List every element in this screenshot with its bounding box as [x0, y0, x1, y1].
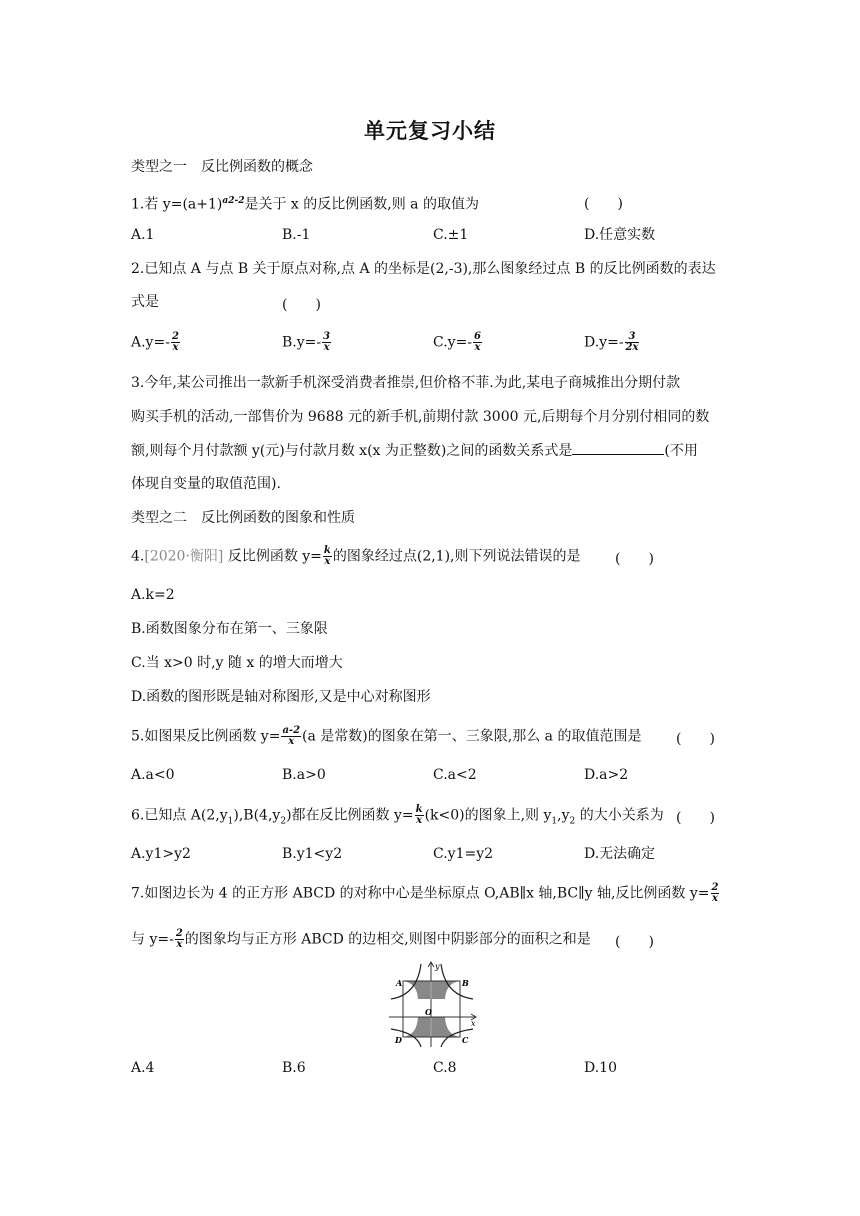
shaded-region-bl — [403, 1017, 430, 1037]
question-4-stem: 4.[2020·衡阳] 反比例函数 y= $\frac{k}{x}$ 的图象经过点(2,1),则下列说法错误的是 — [131, 545, 581, 567]
label-d: D — [395, 1035, 402, 1045]
label-a: A — [396, 978, 403, 988]
shaded-region-tr — [432, 981, 460, 999]
q6-option-d: D.无法确定 — [584, 846, 656, 862]
answer-paren: ( ) — [676, 731, 715, 747]
label-origin: O — [425, 1007, 432, 1017]
question-2-line2: 式是 — [131, 294, 159, 310]
question-1-stem: 1.若 $y=(a+1)^{a2-2}$是关于 x 的反比例函数,则 a 的取值为 — [131, 196, 479, 213]
question-3-line3: 额,则每个月付款额 y(元)与付款月数 x(x 为正整数)之间的函数关系式是 (不用 — [131, 440, 698, 461]
q5-option-a: A.a<0 — [131, 767, 175, 783]
q4-option-a: A.k=2 — [131, 587, 175, 603]
section-heading-2: 类型之二 反比例函数的图象和性质 — [131, 510, 355, 526]
answer-paren: ( ) — [615, 551, 654, 567]
source-tag: [2020·衡阳] — [144, 548, 224, 565]
page-title: 单元复习小结 — [364, 119, 496, 143]
q7-option-b: B.6 — [282, 1060, 306, 1076]
shaded-region-br — [432, 1017, 460, 1037]
answer-paren: ( ) — [676, 810, 715, 826]
q7-option-a: A.4 — [131, 1060, 155, 1076]
q4-option-c: C.当 x>0 时,y 随 x 的增大而增大 — [131, 655, 343, 671]
answer-blank[interactable] — [572, 440, 664, 455]
q2-option-a: A.y=- $\frac{2}{x}$ — [131, 331, 179, 353]
q6-option-a: A.y1>y2 — [131, 846, 191, 862]
question-3-line2: 购买手机的活动,一部售价为 9688 元的新手机,前期付款 3000 元,后期每个月分别付相同的数 — [131, 409, 710, 425]
label-b: B — [462, 978, 469, 988]
label-c: C — [462, 1035, 469, 1045]
q5-option-b: B.a>0 — [282, 767, 326, 783]
q6-option-b: B.y1<y2 — [282, 846, 343, 862]
question-3-line1: 3.今年,某公司推出一款新手机深受消费者推崇,但价格不菲.为此,某电子商城推出分期付款 — [131, 375, 681, 391]
q4-option-d: D.函数的图形既是轴对称图形,又是中心对称图形 — [131, 689, 431, 705]
q1-option-a: A.1 — [131, 227, 155, 243]
shaded-region-tl — [403, 981, 430, 999]
q4-option-b: B.函数图象分布在第一、三象限 — [131, 621, 328, 637]
label-y-axis: y — [435, 962, 440, 971]
q1-option-d: D.任意实数 — [584, 227, 656, 243]
answer-paren: ( ) — [282, 297, 321, 313]
label-x-axis: x — [471, 1019, 476, 1028]
question-7-line1: 7.如图边长为 4 的正方形 ABCD 的对称中心是坐标原点 O,AB∥x 轴,BC∥y 轴,反比例函数 y= $\frac{2}{x}$ — [131, 882, 719, 904]
q2-option-d: D.y=- $\frac{3}{2x}$ — [584, 331, 639, 353]
question-7-line2: 与 y=- $\frac{2}{x}$ 的图象均与正方形 ABCD 的边相交,则图中阴影部分的面积之和是 — [131, 928, 591, 950]
q6-option-c: C.y1=y2 — [433, 846, 494, 862]
question-3-line4: 体现自变量的取值范围). — [131, 476, 281, 492]
q7-option-d: D.10 — [584, 1060, 617, 1076]
question-2-line1: 2.已知点 A 与点 B 关于原点对称,点 A 的坐标是(2,-3),那么图象经过点 B 的反比例函数的表达 — [131, 261, 716, 277]
q5-option-c: C.a<2 — [433, 767, 477, 783]
q5-option-d: D.a>2 — [584, 767, 629, 783]
q1-option-c: C.±1 — [433, 227, 469, 243]
answer-paren: ( ) — [615, 934, 654, 950]
question-5-stem: 5.如图果反比例函数 y= $\frac{a-2}{x}$ (a 是常数)的图象在第一、三象限,那么 a 的取值范围是 — [131, 725, 642, 747]
q2-option-b: B.y=- $\frac{3}{x}$ — [282, 331, 331, 353]
q2-option-c: C.y=- $\frac{6}{x}$ — [433, 331, 482, 353]
question-6-stem: 6.已知点 $A(2,y_1),B(4,y_2)$都在反比例函数 y= $\frac{k}{x}$ (k<0)的图象上,则 $y_1,y_2$ 的大小关系为 — [131, 804, 664, 827]
q1-option-b: B.-1 — [282, 227, 311, 243]
answer-paren: ( ) — [584, 196, 623, 212]
q7-option-c: C.8 — [433, 1060, 457, 1076]
section-heading-1: 类型之一 反比例函数的概念 — [131, 159, 313, 175]
square-hyperbola-figure — [387, 959, 479, 1049]
